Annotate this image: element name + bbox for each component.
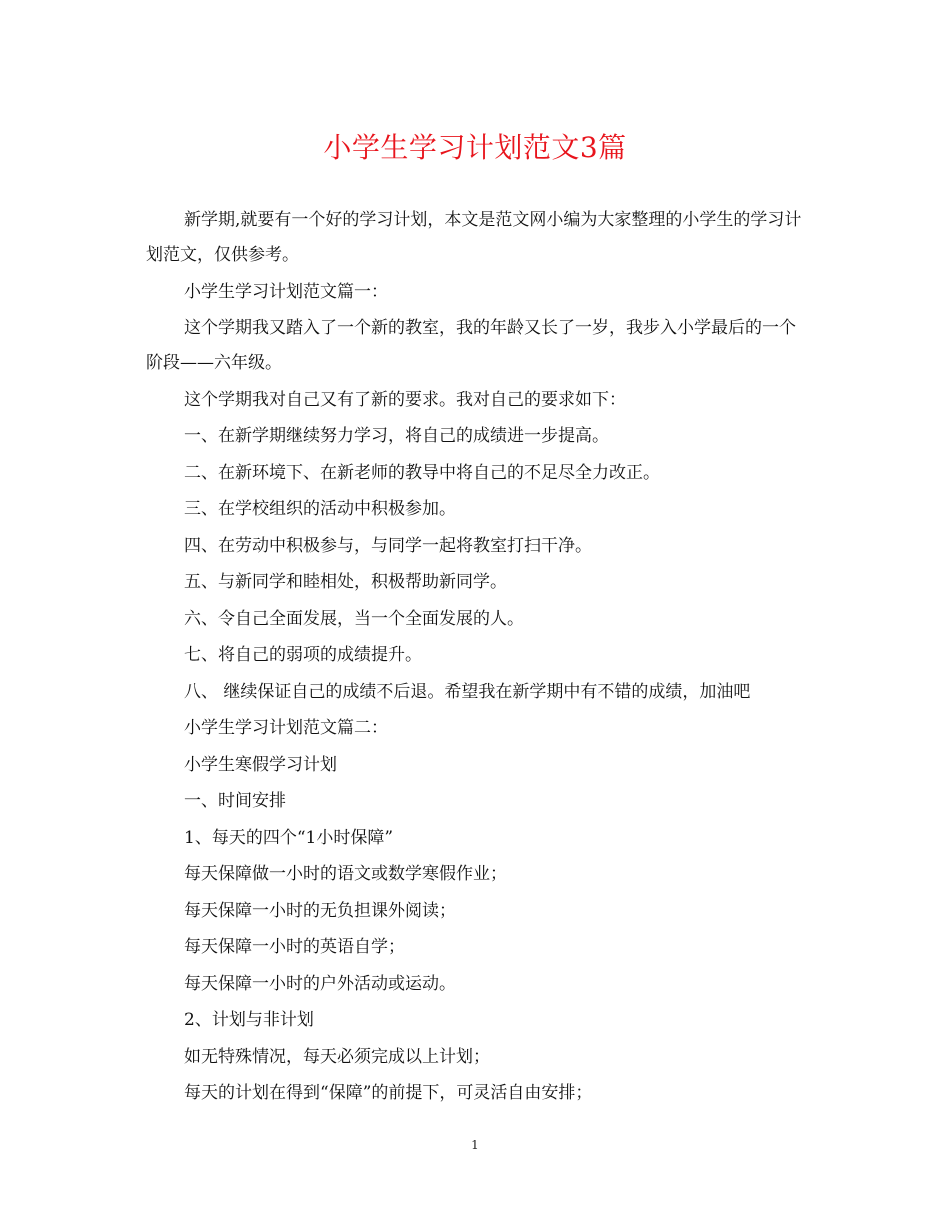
document-title: 小学生学习计划范文3篇	[323, 131, 627, 164]
paragraph: 小学生学习计划范文篇二：	[184, 718, 388, 738]
paragraph: 每天保障一小时的户外活动或运动。	[184, 973, 456, 994]
paragraph: 一、时间安排	[184, 791, 286, 811]
paragraph: 2、计划与非计划	[184, 1010, 314, 1030]
document-body	[146, 203, 806, 1113]
paragraph: 五、与新同学和睦相处，积极帮助新同学。	[184, 572, 507, 592]
paragraph: 小学生学习计划范文篇一：	[184, 281, 388, 302]
paragraph: 这个学期我又踏入了一个新的教室，我的年龄又长了一岁，我步入小学最后的一个阶段——六年级。	[146, 318, 796, 373]
paragraph: 八、 继续保证自己的成绩不后退。希望我在新学期中有不错的成绩，加油吧	[184, 681, 751, 702]
paragraph: 如无特殊情况，每天必须完成以上计划；	[184, 1046, 490, 1067]
paragraph: 每天保障一小时的无负担课外阅读；	[184, 900, 456, 921]
paragraph: 二、在新环境下、在新老师的教导中将自己的不足尽全力改正。	[184, 462, 660, 483]
paragraph: 每天保障做一小时的语文或数学寒假作业；	[184, 864, 507, 884]
paragraph: 1、每天的四个“1小时保障”	[184, 827, 394, 848]
paragraph: 一、在新学期继续努力学习，将自己的成绩进一步提高。	[184, 426, 609, 446]
paragraph: 每天的计划在得到“保障”的前提下，可灵活自由安排；	[184, 1083, 593, 1103]
paragraph: 四、在劳动中积极参与，与同学一起将教室打扫干净。	[184, 535, 592, 556]
paragraph: 每天保障一小时的英语自学；	[184, 937, 405, 957]
paragraph: 三、在学校组织的活动中积极参加。	[184, 499, 456, 519]
paragraph: 这个学期我对自己又有了新的要求。我对自己的要求如下：	[184, 389, 626, 410]
paragraph: 小学生寒假学习计划	[184, 754, 337, 775]
paragraph: 七、将自己的弱项的成绩提升。	[184, 645, 422, 665]
paragraph: 新学期,就要有一个好的学习计划，本文是范文网小编为大家整理的小学生的学习计划范文，仅供参考。	[146, 210, 802, 265]
page-number: 1	[471, 1138, 479, 1152]
paragraph: 六、令自己全面发展，当一个全面发展的人。	[184, 608, 524, 629]
